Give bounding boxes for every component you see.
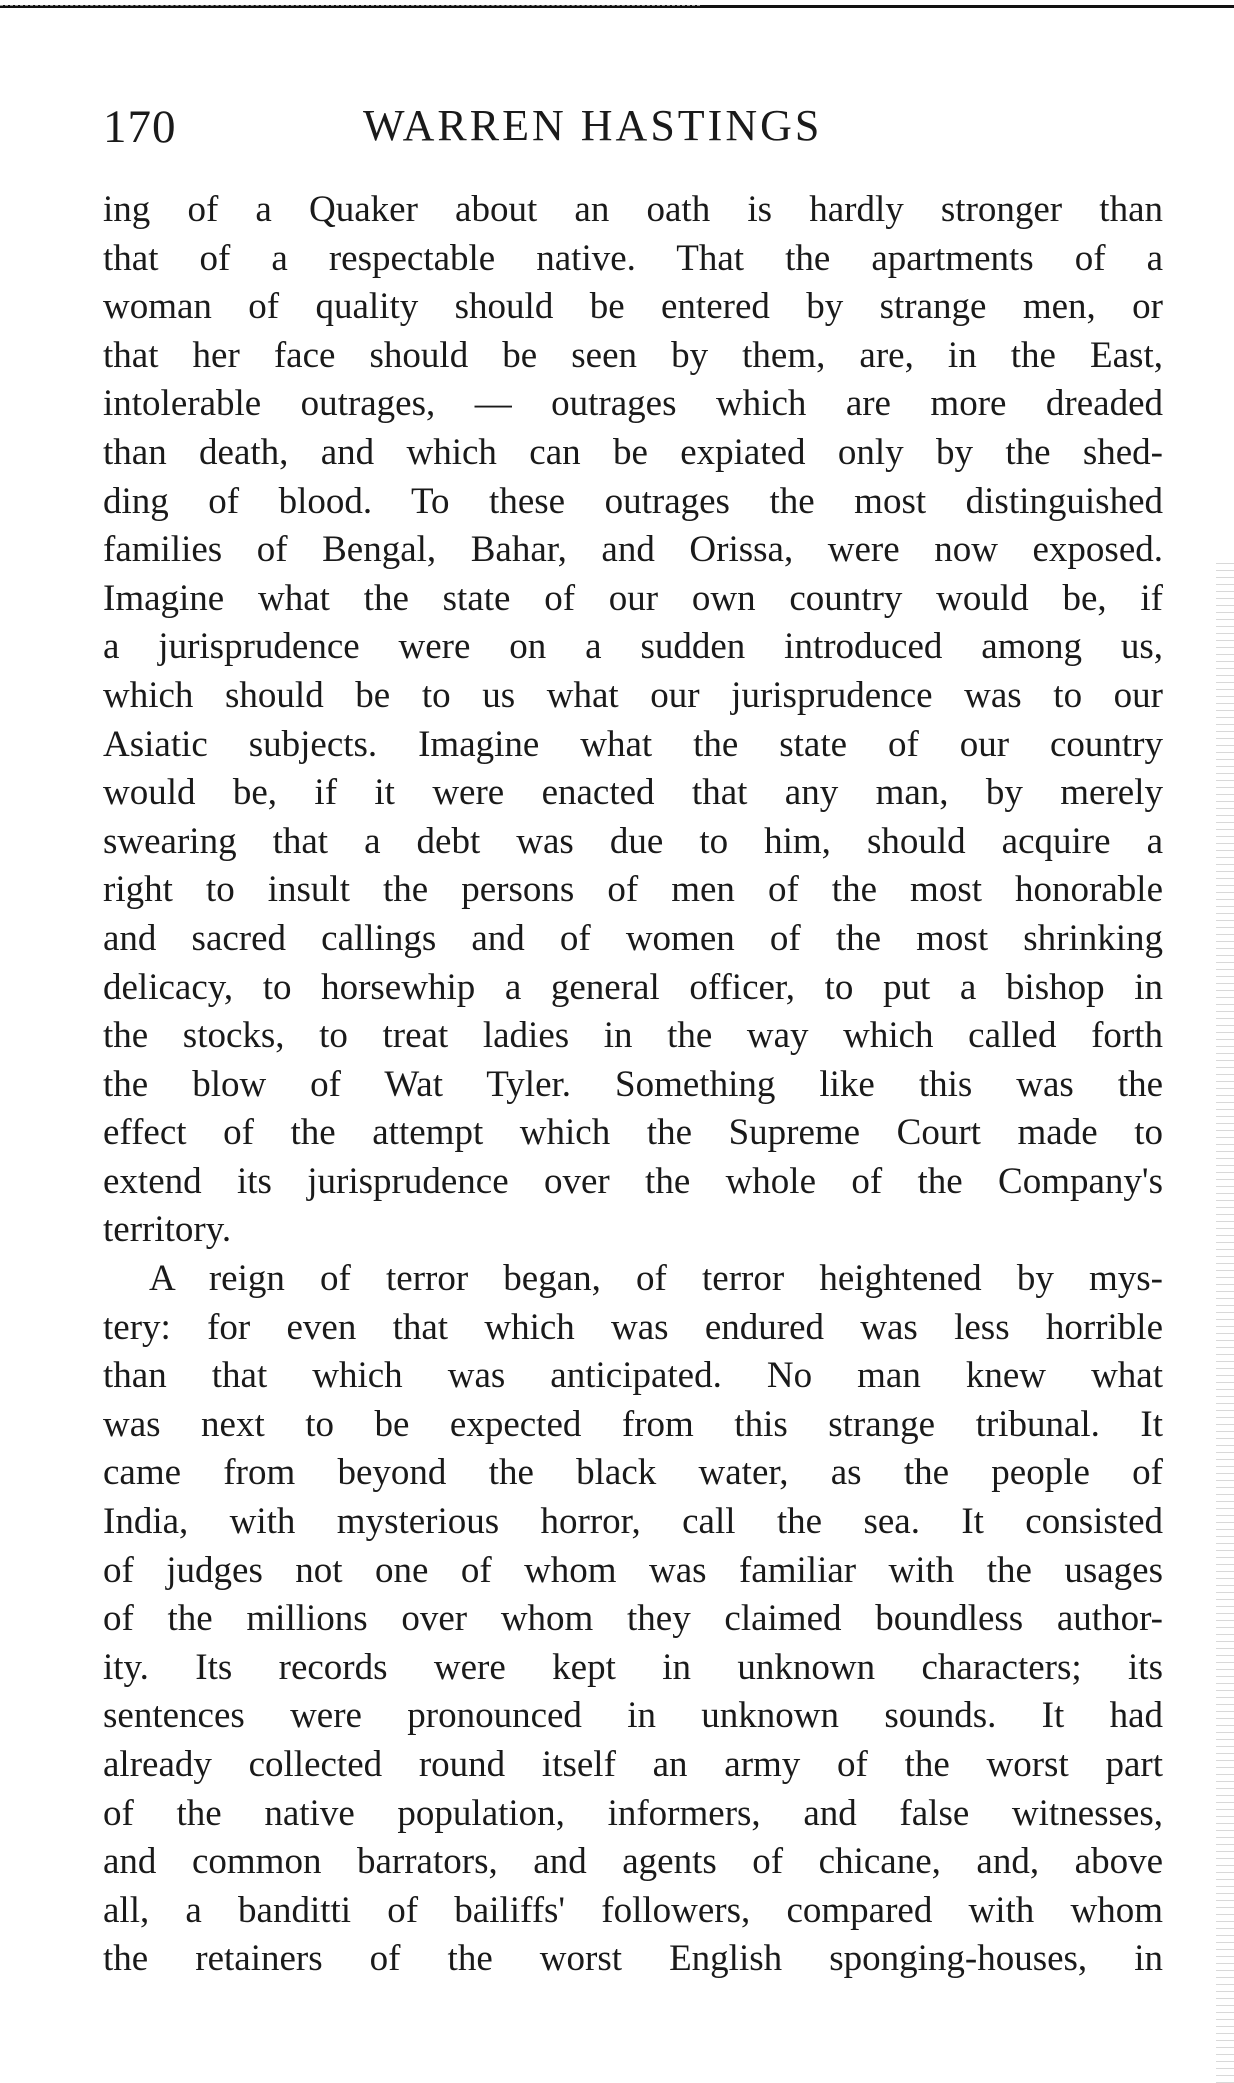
text-line: swearing that a debt was due to him, should acquire a bbox=[103, 820, 1163, 862]
text-line: extend its jurisprudence over the whole of the Company's bbox=[103, 1160, 1163, 1202]
text-line: delicacy, to horsewhip a general officer, to put a bishop in bbox=[103, 966, 1163, 1008]
page-number: 170 bbox=[103, 101, 177, 153]
text-line: which should be to us what our jurisprudence was to our bbox=[103, 674, 1163, 716]
text-line: of the native population, informers, and false witnesses, bbox=[103, 1792, 1163, 1834]
text-line: of the millions over whom they claimed boundless author- bbox=[103, 1598, 1163, 1640]
paragraph-end-line: territory. bbox=[103, 1209, 232, 1251]
text-line: and sacred callings and of women of the most shrinking bbox=[103, 917, 1163, 959]
text-line: tery: for even that which was endured was less horrible bbox=[103, 1306, 1163, 1348]
text-line: than death, and which can be expiated only by the shed- bbox=[103, 431, 1163, 473]
text-line: came from beyond the black water, as the people of bbox=[103, 1452, 1163, 1494]
body-text bbox=[103, 186, 1163, 1984]
page-edge-shadow bbox=[1216, 560, 1234, 2083]
text-line: that of a respectable native. That the apartments of a bbox=[103, 237, 1163, 279]
text-line: that her face should be seen by them, are, in the East, bbox=[103, 334, 1163, 376]
page-header bbox=[103, 100, 1163, 160]
text-line: right to insult the persons of men of the most honorable bbox=[103, 869, 1163, 911]
text-line: families of Bengal, Bahar, and Orissa, were now exposed. bbox=[103, 529, 1163, 571]
text-line: the retainers of the worst English sponging-houses, in bbox=[103, 1938, 1163, 1980]
text-line: the blow of Wat Tyler. Something like this was the bbox=[103, 1063, 1163, 1105]
text-line: the stocks, to treat ladies in the way which called forth bbox=[103, 1015, 1163, 1057]
text-line: effect of the attempt which the Supreme Court made to bbox=[103, 1112, 1163, 1154]
text-line: all, a banditti of bailiffs' followers, compared with whom bbox=[103, 1889, 1163, 1931]
text-line: Imagine what the state of our own country would be, if bbox=[103, 577, 1163, 619]
text-line: would be, if it were enacted that any man, by merely bbox=[103, 772, 1163, 814]
text-line: ity. Its records were kept in unknown characters; its bbox=[103, 1646, 1163, 1688]
text-line: was next to be expected from this strange tribunal. It bbox=[103, 1403, 1163, 1445]
top-dashed-rule bbox=[0, 5, 700, 7]
text-line: sentences were pronounced in unknown sounds. It had bbox=[103, 1695, 1163, 1737]
text-line: ding of blood. To these outrages the most distinguished bbox=[103, 480, 1163, 522]
text-line: a jurisprudence were on a sudden introduced among us, bbox=[103, 626, 1163, 668]
text-line: India, with mysterious horror, call the sea. It consisted bbox=[103, 1501, 1163, 1543]
text-line: woman of quality should be entered by strange men, or bbox=[103, 286, 1163, 328]
running-title: WARREN HASTINGS bbox=[363, 101, 823, 150]
text-line: ing of a Quaker about an oath is hardly stronger than bbox=[103, 189, 1163, 230]
text-line: than that which was anticipated. No man knew what bbox=[103, 1355, 1163, 1397]
text-line: already collected round itself an army of the worst part bbox=[103, 1744, 1163, 1785]
text-line: and common barrators, and agents of chicane, and, above bbox=[103, 1841, 1163, 1883]
paragraph-first-line: A reign of terror began, of terror heightened by mys- bbox=[149, 1258, 1163, 1300]
text-line: intolerable outrages, — outrages which are more dreaded bbox=[103, 383, 1163, 425]
text-line: of judges not one of whom was familiar with the usages bbox=[103, 1549, 1163, 1591]
text-line: Asiatic subjects. Imagine what the state of our country bbox=[103, 723, 1163, 765]
